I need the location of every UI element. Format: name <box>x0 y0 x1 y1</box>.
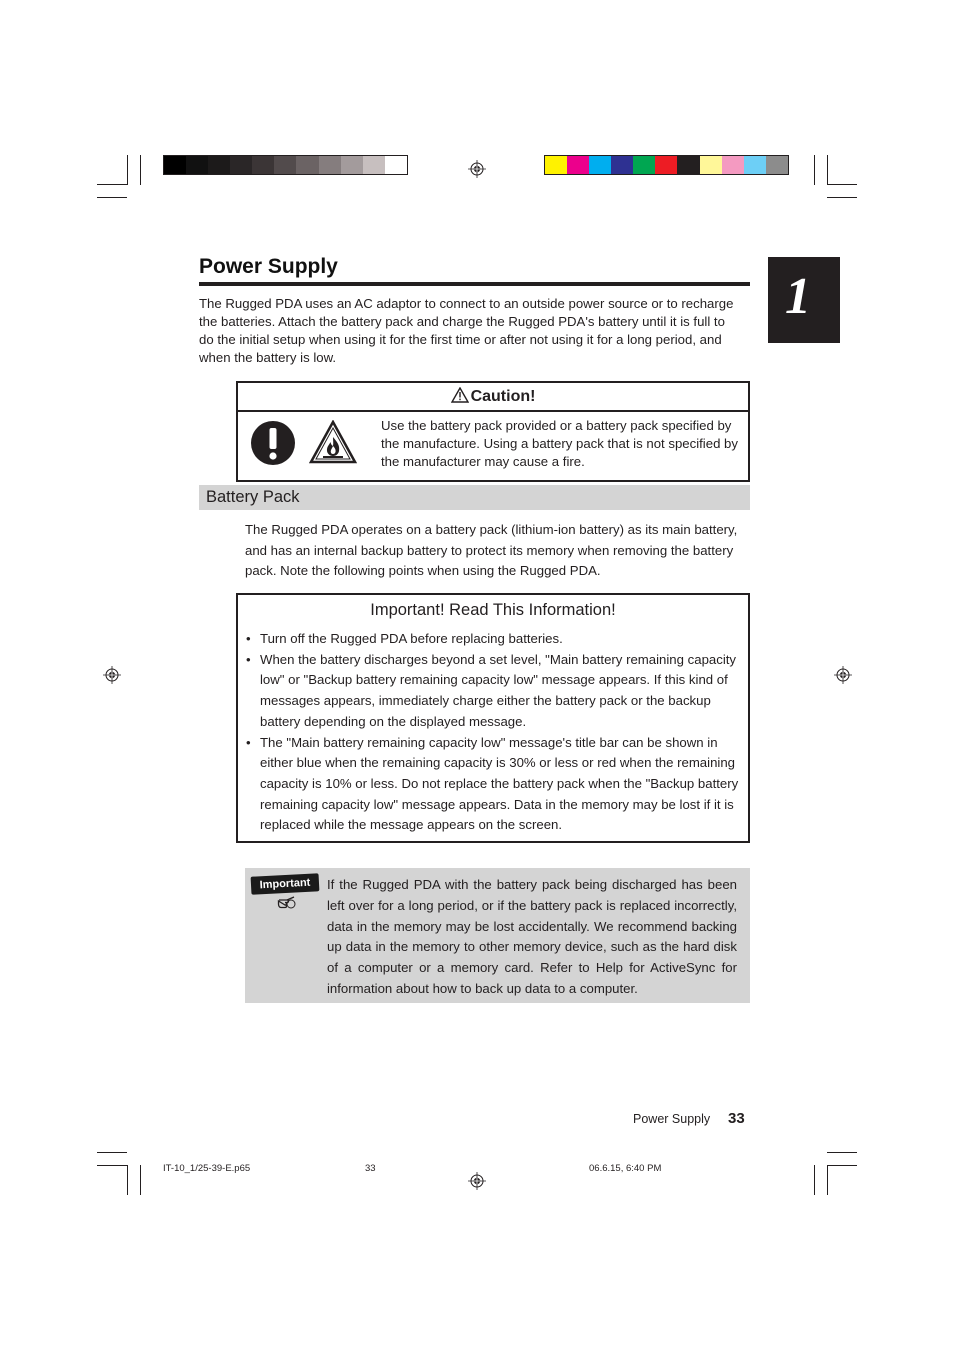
caution-text: Use the battery pack provided or a battery pack specified by the manufacture. Using a battery pack that is not specified by the manufacturer may cause a fire. <box>381 418 738 469</box>
list-item-text: The "Main battery remaining capacity low" message's title bar can be shown in either blue when the remaining capacity is 30% or less or red when the remaining capacity is 10% or less. Do not replace the battery pack when the "Backup battery remaining capacity low" message appears. Data in the memory may be lost if it is replaced while the message appears on the screen. <box>260 734 739 833</box>
caution-heading <box>238 387 748 406</box>
color-swatch <box>363 156 385 174</box>
registration-mark-icon <box>468 160 486 178</box>
bullet-icon: • <box>246 651 251 667</box>
color-swatch <box>385 156 407 174</box>
battery-paragraph: The Rugged PDA operates on a battery pack (lithium-ion battery) as its main battery, and has an internal backup battery to protect its memory when removing the battery pack. Note the following points when using the Rugged PDA. <box>245 522 738 579</box>
color-swatch <box>208 156 230 174</box>
color-swatch <box>655 156 677 174</box>
color-swatch <box>744 156 766 174</box>
slug-timestamp: 06.6.15, 6:40 PM <box>589 1163 662 1174</box>
color-swatch <box>766 156 788 174</box>
important-info-list <box>246 629 742 836</box>
registration-mark-icon <box>468 1172 486 1190</box>
slug-page-number: 33 <box>365 1163 376 1174</box>
color-swatch <box>186 156 208 174</box>
list-item <box>246 650 742 733</box>
color-swatch <box>677 156 699 174</box>
color-calibration-bar <box>544 155 789 175</box>
chapter-tab <box>768 257 840 343</box>
color-swatch <box>252 156 274 174</box>
color-swatch <box>230 156 252 174</box>
section-heading-band <box>199 485 750 510</box>
caution-box <box>236 381 750 482</box>
color-swatch <box>296 156 318 174</box>
page-title: Power Supply <box>199 255 338 278</box>
registration-mark-icon <box>834 666 852 684</box>
color-swatch <box>319 156 341 174</box>
caution-divider <box>238 410 748 412</box>
color-swatch <box>545 156 567 174</box>
list-item-text: When the battery discharges beyond a set level, "Main battery remaining capacity low" or "Backup battery remaining capacity low" message appears. If this kind of messages appears, immediately charge either the battery pack or the backup battery depending on the displayed message. <box>260 651 737 729</box>
fire-warning-icon <box>309 420 357 464</box>
important-note-text: If the Rugged PDA with the battery pack being discharged has been left over for a long period, or if the battery pack is replaced incorrectly, data in the memory may be lost accidentally. We recommend backing up data in the memory to other memory device, such as the hard disk of a computer or a memory card. Refer to Help for ActiveSync for information about how to back up data to a computer. <box>327 877 737 996</box>
color-swatch <box>274 156 296 174</box>
page-number: 33 <box>728 1110 745 1127</box>
color-swatch <box>589 156 611 174</box>
exclamation-icon <box>250 420 296 466</box>
list-item <box>246 629 742 650</box>
intro-paragraph: The Rugged PDA uses an AC adaptor to connect to an outside power source or to recharge the batteries. Attach the battery pack and charge the Rugged PDA's battery until it is full to do the initial setup when using it for the first time or after not using it for a long period, and when the battery is low. <box>199 296 734 365</box>
color-swatch <box>341 156 363 174</box>
important-info-title: Important! Read This Information! <box>370 601 616 619</box>
important-note-panel <box>245 868 750 1003</box>
chapter-number: 1 <box>785 268 811 325</box>
pointing-hand-icon <box>277 894 297 910</box>
important-info-box <box>236 593 750 843</box>
section-heading: Battery Pack <box>206 488 300 506</box>
color-swatch <box>567 156 589 174</box>
important-badge: Important <box>251 873 320 895</box>
slug-file-name: IT-10_1/25-39-E.p65 <box>163 1163 251 1174</box>
color-swatch <box>611 156 633 174</box>
registration-mark-icon <box>103 666 121 684</box>
bullet-icon: • <box>246 734 251 750</box>
color-swatch <box>722 156 744 174</box>
title-underline <box>199 282 750 286</box>
caution-title-text: Caution! <box>470 388 536 405</box>
bullet-icon: • <box>246 631 251 646</box>
warning-triangle-icon <box>451 387 469 403</box>
running-footer-section: Power Supply <box>633 1112 711 1126</box>
color-swatch <box>633 156 655 174</box>
list-item <box>246 733 742 837</box>
color-swatch <box>164 156 186 174</box>
gray-calibration-bar <box>163 155 408 175</box>
color-swatch <box>700 156 722 174</box>
list-item-text: Turn off the Rugged PDA before replacing batteries. <box>260 631 563 646</box>
